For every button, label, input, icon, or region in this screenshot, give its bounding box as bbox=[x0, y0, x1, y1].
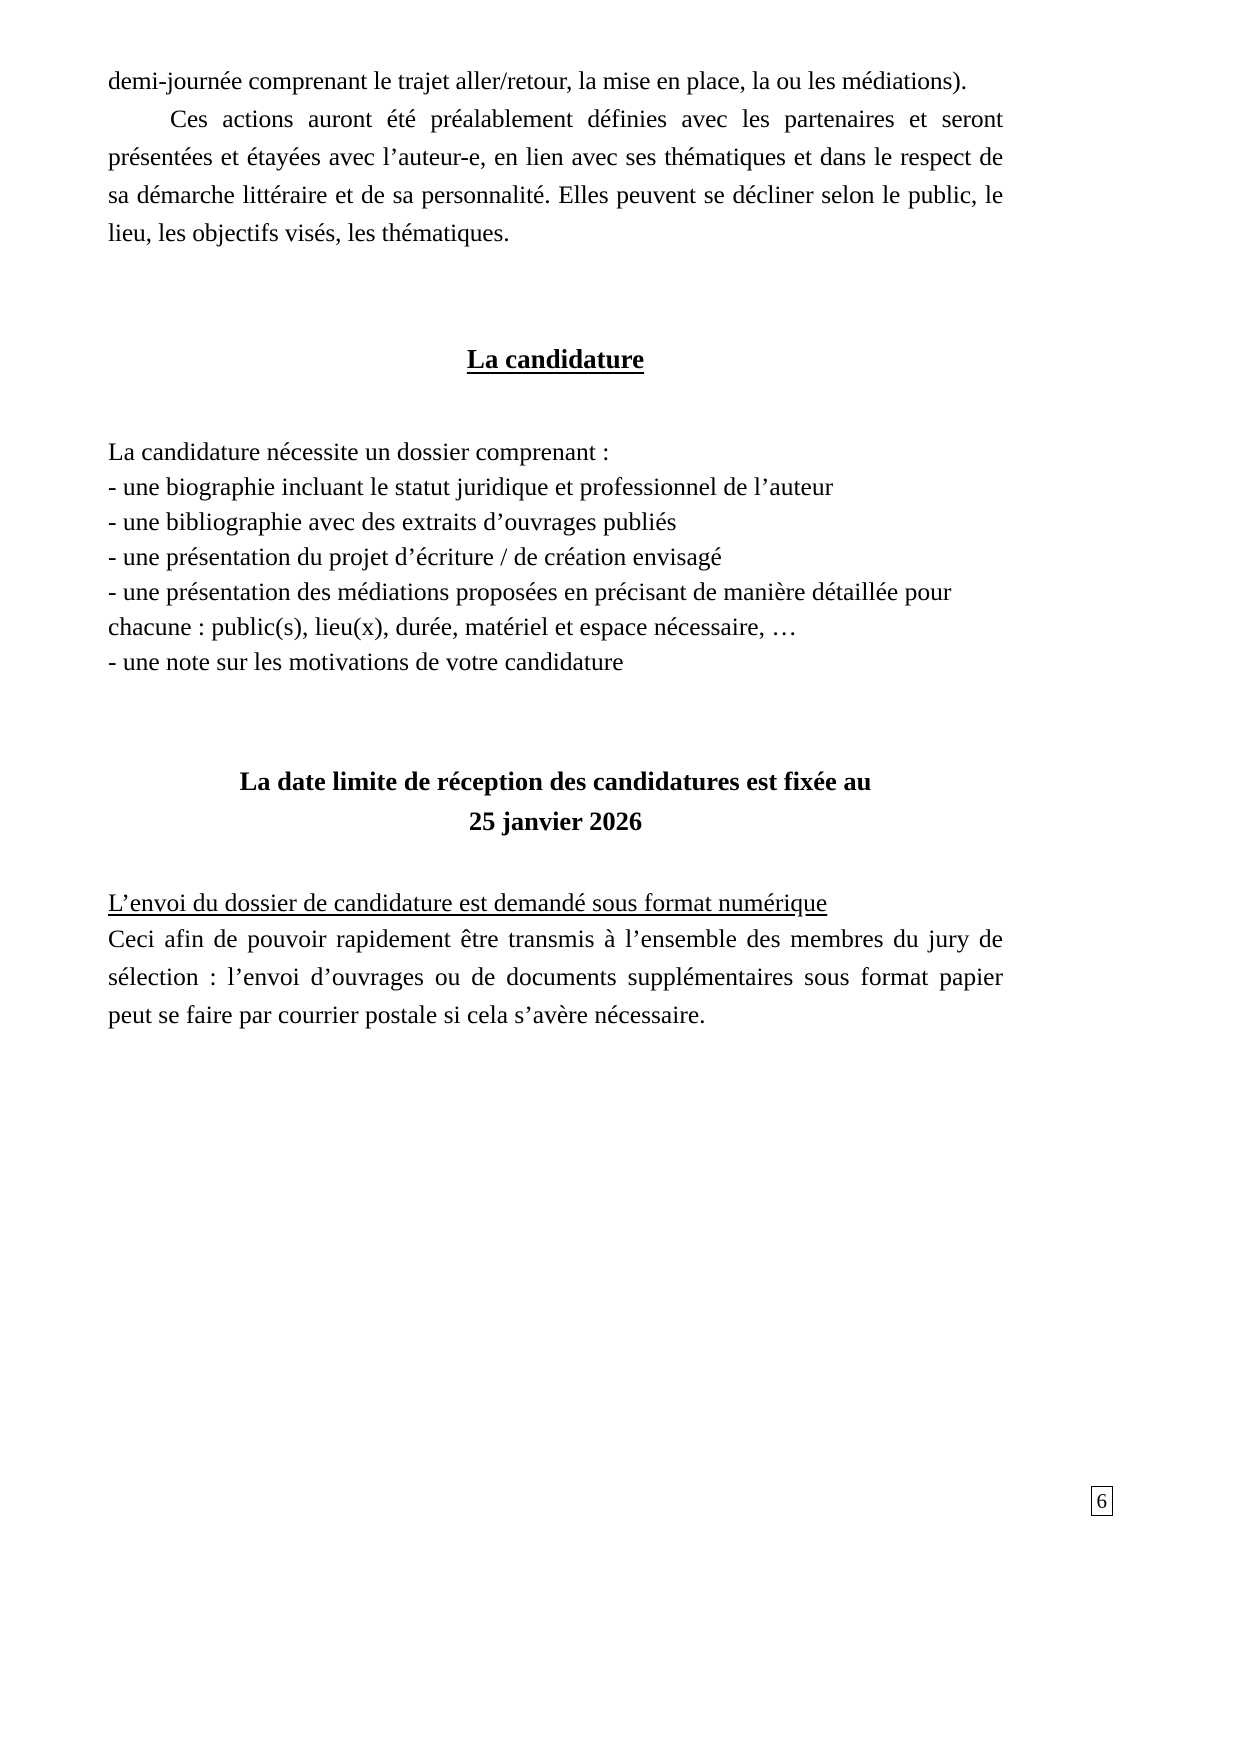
section-heading bbox=[108, 340, 1003, 378]
dossier-intro: La candidature nécessite un dossier comprenant : bbox=[108, 437, 610, 466]
list-item: - une bibliographie avec des extraits d’ouvrages publiés bbox=[108, 507, 677, 536]
submission-paragraph: Ceci afin de pouvoir rapidement être transmis à l’ensemble des membres du jury de sélection : l’envoi d’ouvrages ou de documents supplémentaires sous format papier peut se faire par courrier postale si cela s’avère nécessaire. bbox=[108, 924, 1003, 1029]
deadline-line-2: 25 janvier 2026 bbox=[468, 806, 643, 836]
spacer-before-deadline bbox=[108, 679, 1003, 735]
spacer-before-submission bbox=[108, 841, 1003, 885]
list-item: - une biographie incluant le statut juridique et professionnel de l’auteur bbox=[108, 472, 834, 501]
list-item: - une présentation des médiations proposées en précisant de manière détaillée pour chacune : public(s), lieu(x), durée, matériel et espace nécessaire, … bbox=[108, 577, 952, 641]
list-item: - une présentation du projet d’écriture / de création envisagé bbox=[108, 542, 722, 571]
spacer-before-deadline-2 bbox=[108, 735, 1003, 761]
page-number: 6 bbox=[1096, 1488, 1107, 1513]
deadline-block bbox=[108, 761, 1003, 841]
intro-paragraph-1: demi-journée comprenant le trajet aller/retour, la mise en place, la ou les médiations). bbox=[108, 66, 967, 95]
page-content bbox=[108, 62, 1003, 1034]
page-number-box bbox=[1091, 1486, 1114, 1516]
spacer-before-heading bbox=[108, 252, 1003, 340]
submission-underlined-line: L’envoi du dossier de candidature est demandé sous format numérique bbox=[108, 888, 828, 917]
intro-paragraph-2: Ces actions auront été préalablement définies avec les partenaires et seront présentées et étayées avec l’auteur-e, en lien avec ses thématiques et dans le respect de sa démarche littéraire et de sa personnalité. Elles peuvent se décliner selon le public, le lieu, les objectifs visés, les thématiques. bbox=[108, 104, 1003, 247]
list-item: - une note sur les motivations de votre candidature bbox=[108, 647, 624, 676]
spacer-after-heading bbox=[108, 378, 1003, 434]
section-heading-text: La candidature bbox=[466, 344, 645, 374]
dossier-block bbox=[108, 434, 1003, 679]
deadline-line-1: La date limite de réception des candidatures est fixée au bbox=[239, 766, 872, 796]
